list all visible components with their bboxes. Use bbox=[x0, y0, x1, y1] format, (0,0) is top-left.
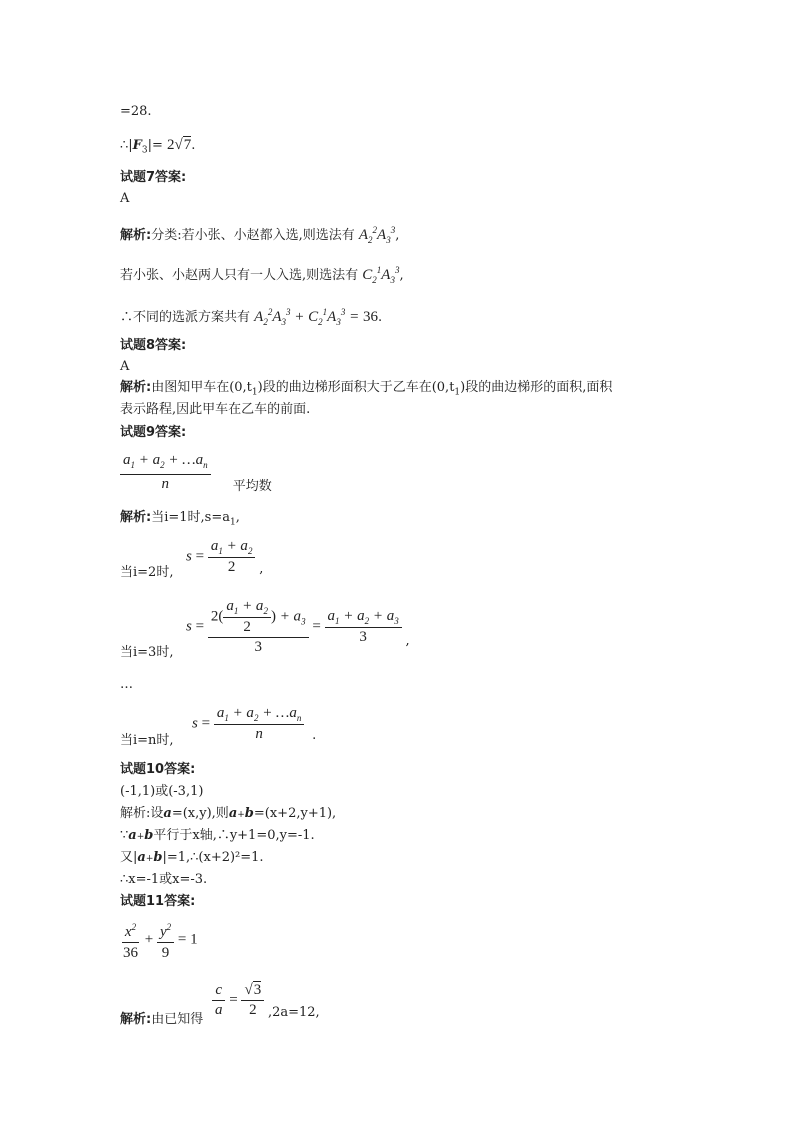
analysis-line: 解析:分类:若小张、小赵都入选,则选法有 $A_2^2A_3^3$, bbox=[120, 225, 400, 245]
answer-formula: $\frac{x^2}{36}$ + $\frac{y^2}{9}$ = 1 bbox=[120, 918, 198, 962]
formula: s = $\frac{a_1 + a_2 + \dots a_n}{n}$ . bbox=[192, 705, 317, 744]
analysis-line: 又|a+b|=1,∴(x+2)²=1. bbox=[120, 850, 264, 865]
formula: s = $\frac{a_1 + a_2}{2}$ , bbox=[186, 538, 264, 577]
analysis-line: 解析:由图知甲车在$(0,t_1)$段的曲边梯形面积大于乙车在$(0,t_1)$段的曲边梯形的面积,面积 bbox=[120, 380, 613, 398]
analysis-line: 解析:由已知得 bbox=[120, 1012, 204, 1027]
answer: A bbox=[120, 359, 130, 374]
text-line: =28. bbox=[120, 104, 152, 119]
analysis-line: ∴x=-1或x=-3. bbox=[120, 872, 208, 887]
analysis-line: ∵a+b平行于x轴,∴y+1=0,y=-1. bbox=[120, 828, 315, 843]
question-title: 试题8答案: bbox=[120, 338, 187, 353]
analysis-label: 解析: bbox=[120, 1012, 152, 1027]
analysis-line: 若小张、小赵两人只有一人入选,则选法有 $C_2^1A_3^3$, bbox=[120, 265, 404, 285]
question-title: 试题10答案: bbox=[120, 762, 196, 777]
answer: A bbox=[120, 191, 130, 206]
vector-var: F bbox=[132, 138, 142, 153]
analysis-line: ∴不同的选派方案共有 $A_2^2A_3^3 + C_2^1A_3^3 = 36$. bbox=[120, 307, 383, 327]
question-title: 试题11答案: bbox=[120, 894, 196, 909]
analysis-label: 解析: bbox=[120, 380, 152, 395]
ellipsis: … bbox=[120, 677, 133, 692]
answer-formula: $\frac{a_1 + a_2 + \dots a_n}{n}$ 平均数 bbox=[120, 452, 272, 495]
question-title: 试题7答案: bbox=[120, 170, 187, 185]
analysis-line: 解析:设a=(x,y),则a+b=(x+2,y+1), bbox=[120, 806, 337, 821]
formula: $\frac{c}{a}$ = $\frac{√3}{2}$ ,2a=12, bbox=[212, 982, 320, 1020]
question-title: 试题9答案: bbox=[120, 425, 187, 440]
formula-line: $\therefore|F_3|= 2√7$. bbox=[120, 137, 196, 156]
analysis-label: 解析: bbox=[120, 510, 152, 525]
formula: s = 2( $\frac{a_1 + a_2}{2}$ ) + $a_3$ 3 = $\frac{a_1 + a_2 + a_3}{3}$ , bbox=[186, 598, 410, 655]
analysis-line: 当i=n时, bbox=[120, 733, 174, 748]
analysis-label: 解析: bbox=[120, 228, 152, 243]
analysis-line: 解析:当i=1时$,s=a_1$, bbox=[120, 510, 240, 528]
analysis-line: 当i=2时, bbox=[120, 565, 174, 580]
fraction: $\frac{a_1 + a_2 + \dots a_n}{n}$ bbox=[120, 452, 211, 492]
analysis-line: 表示路程,因此甲车在乙车的前面. bbox=[120, 402, 311, 417]
analysis-line: 当i=3时, bbox=[120, 645, 174, 660]
answer: (-1,1)或(-3,1) bbox=[120, 784, 204, 799]
